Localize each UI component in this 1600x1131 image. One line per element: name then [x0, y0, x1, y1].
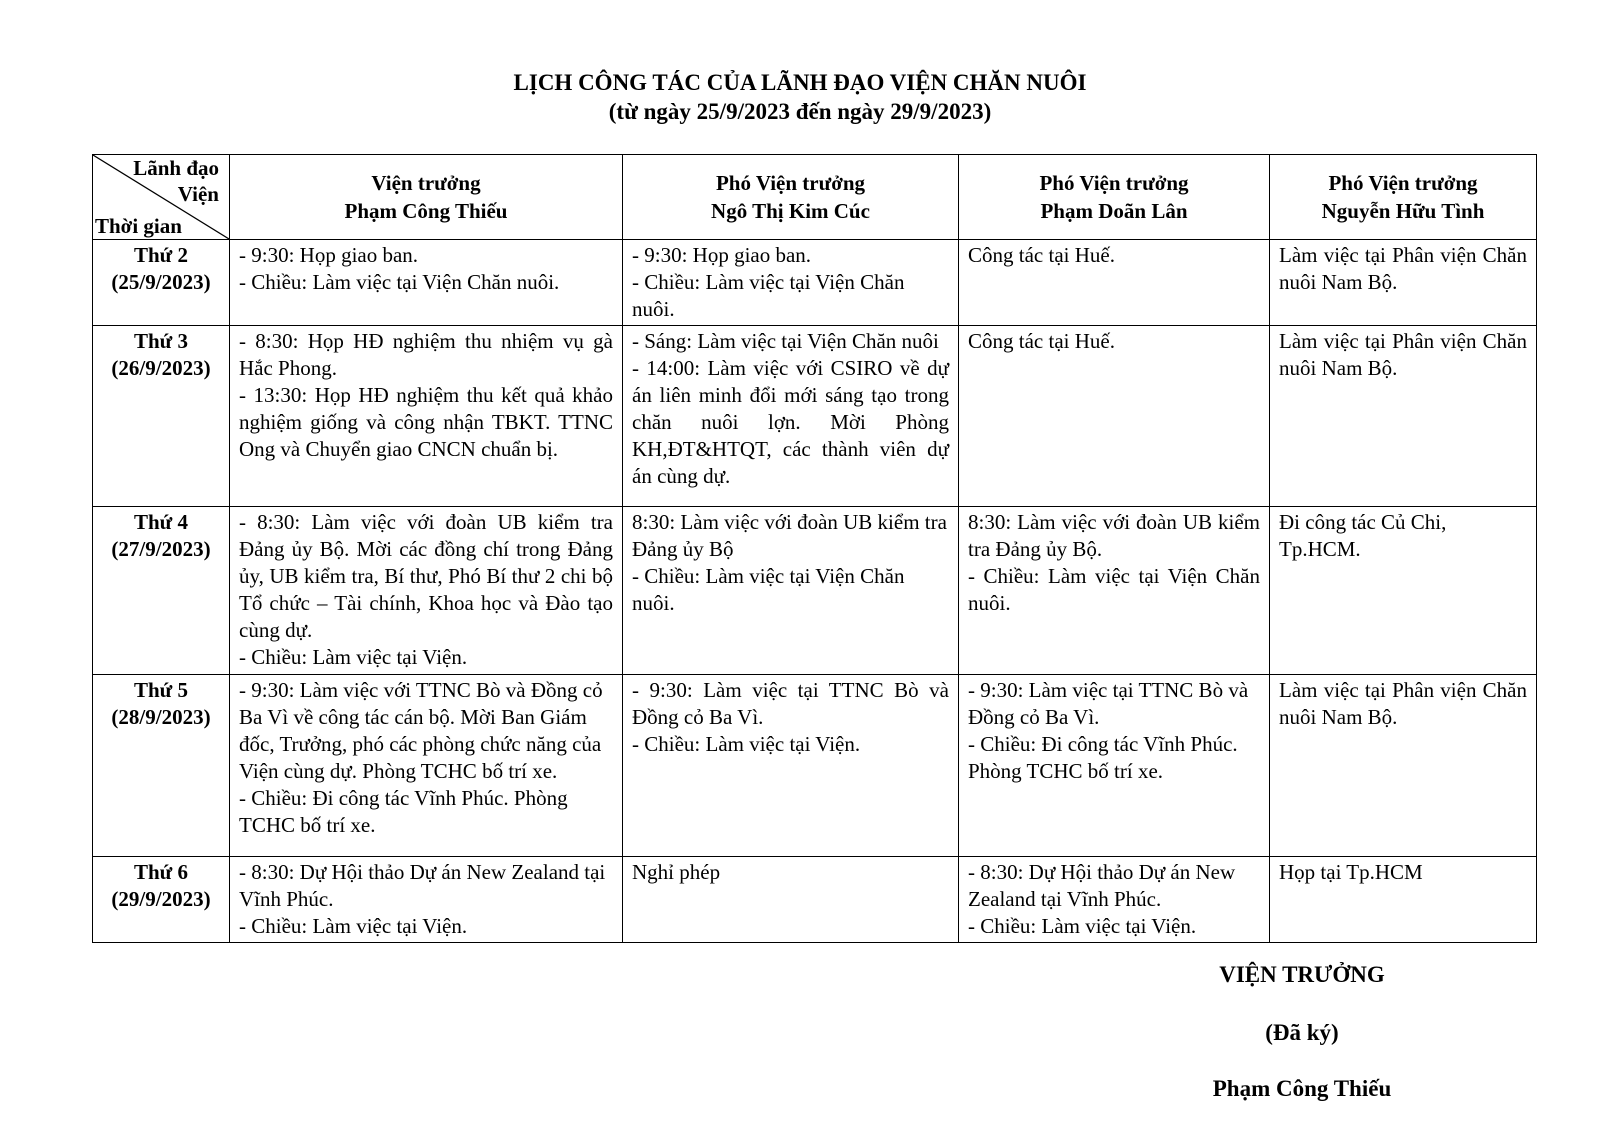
schedule-entry: Đi công tác Củ Chi, Tp.HCM. [1279, 510, 1447, 561]
schedule-entry: - Chiều: Làm việc tại Viện. [239, 645, 468, 669]
schedule-entry: - Chiều: Đi công tác Vĩnh Phúc. Phòng TCHC bố trí xe. [239, 786, 568, 837]
schedule-cell [230, 507, 623, 675]
leader-name: Phạm Công Thiếu [344, 199, 508, 223]
leader-header [623, 155, 959, 240]
schedule-entry: 8:30: Làm việc với đoàn UB kiểm tra Đảng ủy Bộ [632, 510, 947, 561]
day-date: (27/9/2023) [111, 537, 211, 561]
header-row [93, 155, 1537, 240]
schedule-cell [1270, 675, 1537, 857]
schedule-cell [623, 240, 959, 326]
schedule-entry: - Chiều: Làm việc tại Viện Chăn nuôi. [632, 270, 905, 321]
schedule-entry: - Chiều: Làm việc tại Viện. [968, 914, 1197, 938]
corner-time-label: Thời gian [95, 214, 182, 238]
schedule-entry: - 9:30: Làm việc tại TTNC Bò và Đồng cỏ Ba Vì. [968, 678, 1249, 729]
day-label: Thứ 4 [133, 510, 189, 534]
day-cell [93, 326, 230, 507]
schedule-entry: - Chiều: Làm việc tại Viện Chăn nuôi. [239, 270, 560, 294]
schedule-cell [230, 240, 623, 326]
leader-name: Nguyễn Hữu Tình [1321, 199, 1485, 223]
table-row [93, 857, 1537, 943]
day-label: Thứ 5 [133, 678, 189, 702]
schedule-cell [230, 326, 623, 507]
leader-name: Ngô Thị Kim Cúc [711, 199, 870, 223]
schedule-entry: - Chiều: Làm việc tại Viện. [632, 732, 861, 756]
schedule-entry: - Chiều: Làm việc tại Viện Chăn nuôi. [632, 564, 905, 615]
schedule-entry: - 8:30: Dự Hội thảo Dự án New Zealand tại Vĩnh Phúc. [968, 860, 1236, 911]
signature-name: Phạm Công Thiếu [1212, 1076, 1392, 1101]
day-label: Thứ 6 [133, 860, 189, 884]
schedule-entry: - 9:30: Làm việc tại TTNC Bò và Đồng cỏ Ba Vì. [632, 678, 949, 729]
schedule-entry: - 9:30: Làm việc với TTNC Bò và Đồng cỏ Ba Vì về công tác cán bộ. Mời Ban Giám đốc, Trưởng, phó các phòng chức năng của Viện cùng dự. Phòng TCHC bố trí xe. [239, 678, 603, 783]
day-cell [93, 240, 230, 326]
document-title: LỊCH CÔNG TÁC CỦA LÃNH ĐẠO VIỆN CHĂN NUÔI [513, 70, 1087, 95]
day-cell [93, 675, 230, 857]
schedule-entry: - Chiều: Làm việc tại Viện Chăn nuôi. [968, 564, 1260, 615]
schedule-cell [230, 857, 623, 943]
schedule-entry: - 13:30: Họp HĐ nghiệm thu kết quả khảo nghiệm giống và công nhận TBKT. TTNC Ong và Chuyển giao CNCN chuẩn bị. [239, 383, 613, 461]
schedule-entry: 8:30: Làm việc với đoàn UB kiểm tra Đảng ủy Bộ. [968, 510, 1260, 561]
schedule-cell [230, 675, 623, 857]
day-date: (28/9/2023) [111, 705, 211, 729]
day-date: (25/9/2023) [111, 270, 211, 294]
corner-header [93, 155, 230, 240]
corner-top-line1: Lãnh đạo [133, 156, 219, 180]
schedule-cell [623, 326, 959, 507]
signature-status: (Đã ký) [1265, 1020, 1339, 1045]
leader-role: Phó Viện trưởng [1328, 171, 1478, 195]
schedule-entry: Công tác tại Huế. [968, 329, 1115, 353]
schedule-cell [959, 857, 1270, 943]
schedule-entry: - 8:30: Dự Hội thảo Dự án New Zealand tại Vĩnh Phúc. [239, 860, 606, 911]
schedule-cell [1270, 240, 1537, 326]
schedule-cell [959, 507, 1270, 675]
day-label: Thứ 3 [133, 329, 189, 353]
table-row [93, 240, 1537, 326]
day-label: Thứ 2 [133, 243, 189, 267]
schedule-entry: - Sáng: Làm việc tại Viện Chăn nuôi [632, 329, 939, 353]
day-date: (26/9/2023) [111, 356, 211, 380]
leader-header [959, 155, 1270, 240]
schedule-entry: Họp tại Tp.HCM [1279, 860, 1423, 884]
schedule-cell [1270, 857, 1537, 943]
leader-role: Phó Viện trưởng [715, 171, 866, 195]
schedule-cell [623, 675, 959, 857]
signature-title: VIỆN TRƯỞNG [1219, 962, 1385, 987]
schedule-entry: Công tác tại Huế. [968, 243, 1115, 267]
leader-role: Viện trưởng [371, 171, 481, 195]
schedule-cell [1270, 507, 1537, 675]
schedule-entry: - 9:30: Họp giao ban. [632, 243, 812, 267]
leader-name: Phạm Doãn Lân [1040, 199, 1188, 223]
corner-top-line2: Viện [177, 182, 219, 206]
leader-header [230, 155, 623, 240]
schedule-entry: - 14:00: Làm việc với CSIRO về dự án liên minh đổi mới sáng tạo trong chăn nuôi lợn. Mời Phòng KH,ĐT&HTQT, các thành viên dự án cùng dự. [632, 356, 949, 488]
schedule-cell [959, 240, 1270, 326]
schedule-entry: - 8:30: Làm việc với đoàn UB kiểm tra Đảng ủy Bộ. Mời các đồng chí trong Đảng ủy, UB kiểm tra, Bí thư, Phó Bí thư 2 chi bộ Tổ chức – Tài chính, Khoa học và Đào tạo cùng dự. [239, 510, 613, 642]
table-row [93, 675, 1537, 857]
schedule-entry: - Chiều: Đi công tác Vĩnh Phúc. Phòng TCHC bố trí xe. [968, 732, 1238, 783]
schedule-cell [1270, 326, 1537, 507]
table-row [93, 326, 1537, 507]
day-date: (29/9/2023) [111, 887, 211, 911]
schedule-entry: Nghỉ phép [632, 860, 721, 884]
corner-leader-label [133, 155, 219, 207]
schedule-cell [623, 507, 959, 675]
schedule-table [92, 154, 1537, 943]
schedule-entry: Làm việc tại Phân viện Chăn nuôi Nam Bộ. [1279, 329, 1527, 380]
document-subtitle: (từ ngày 25/9/2023 đến ngày 29/9/2023) [608, 99, 992, 124]
leader-header [1270, 155, 1537, 240]
schedule-cell [959, 675, 1270, 857]
table-row [93, 507, 1537, 675]
day-cell [93, 857, 230, 943]
leader-role: Phó Viện trưởng [1039, 171, 1189, 195]
schedule-cell [623, 857, 959, 943]
day-cell [93, 507, 230, 675]
schedule-entry: Làm việc tại Phân viện Chăn nuôi Nam Bộ. [1279, 243, 1527, 294]
schedule-cell [959, 326, 1270, 507]
schedule-entry: - 8:30: Họp HĐ nghiệm thu nhiệm vụ gà Hắc Phong. [239, 329, 613, 380]
schedule-entry: - 9:30: Họp giao ban. [239, 243, 419, 267]
schedule-entry: - Chiều: Làm việc tại Viện. [239, 914, 468, 938]
schedule-entry: Làm việc tại Phân viện Chăn nuôi Nam Bộ. [1279, 678, 1527, 729]
